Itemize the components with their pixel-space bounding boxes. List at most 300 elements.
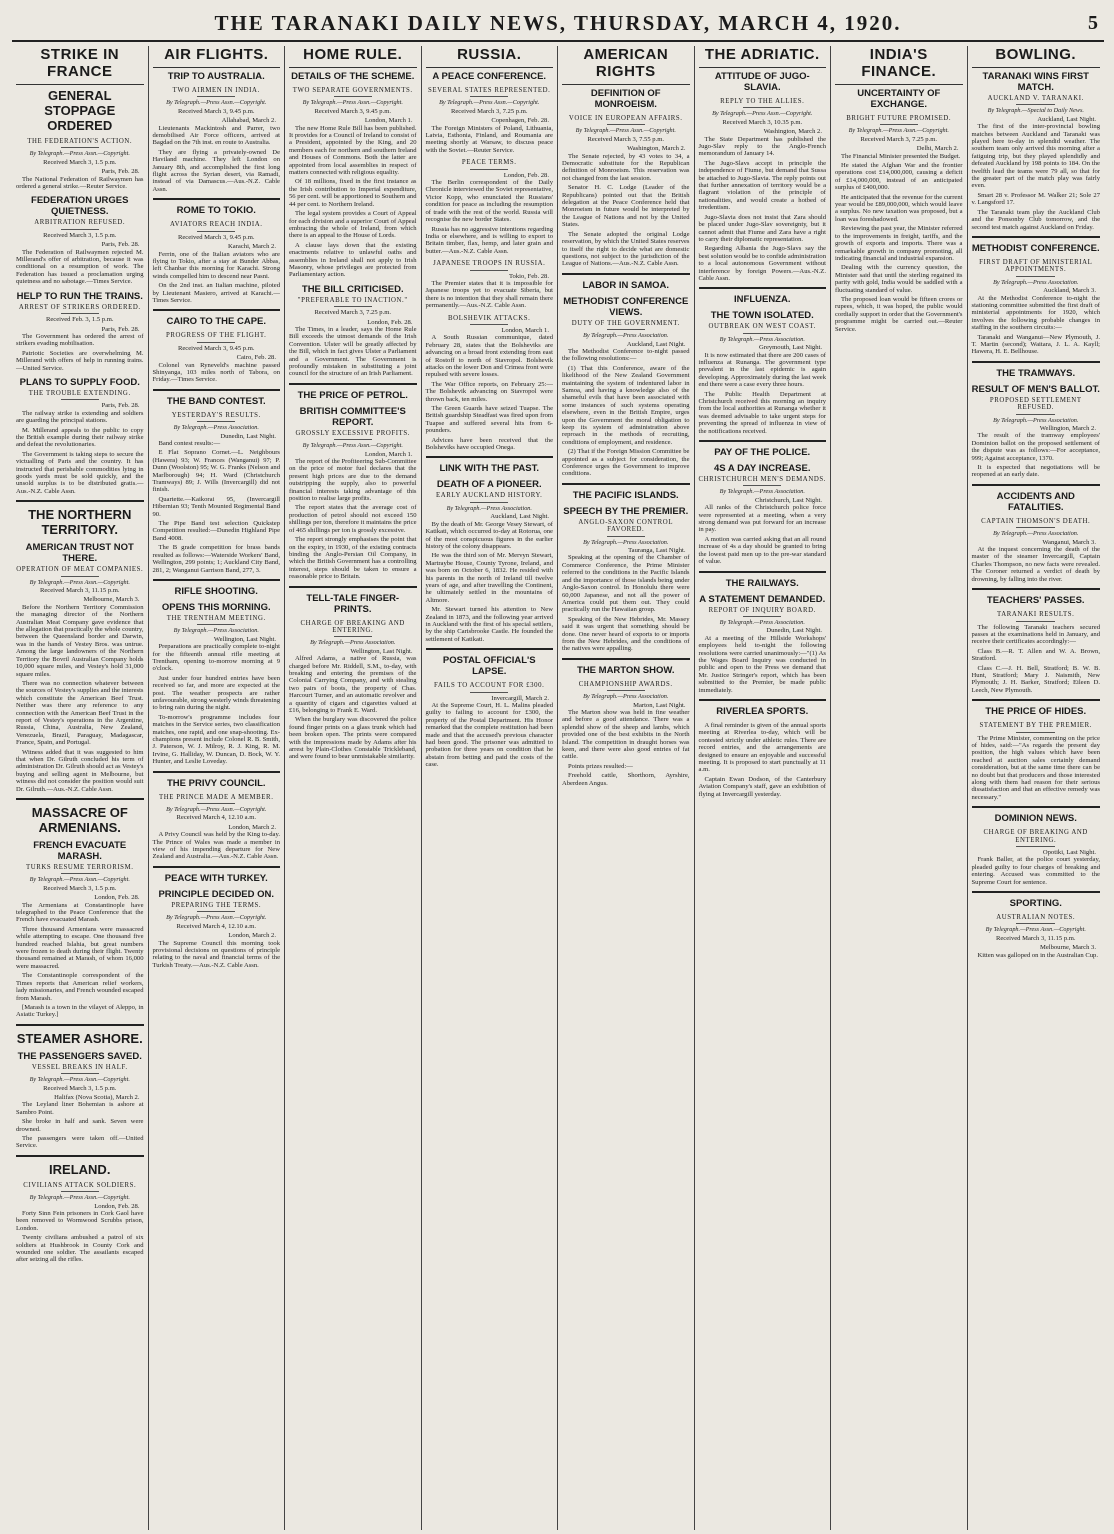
- article-paragraph: Twenty civilians ambushed a patrol of six soldiers at Hushbrook in County Cork and wounded one soldier. The assailants escaped after seizing all the rifles.: [16, 1234, 144, 1264]
- article-paragraph: M. Millerand appeals to the public to copy the British example during their railway strike and defeat the revolutionaries.: [16, 426, 144, 449]
- article-paragraph: The legal system provides a Court of Appeal for each division and a superior Court of Appeal embracing the whole of Ireland, from which there is an appeal to the House of Lords.: [289, 210, 417, 240]
- article-dateline: Tokio, Feb. 28.: [508, 272, 549, 280]
- article-paragraph: On the 2nd inst. an Italian machine, piloted by Lieutenant Masiero, arrived at Karachi.—Times Service.: [152, 282, 280, 304]
- article-paragraph: By the death of Mr. George Vesey Stewart, of Katikati, which occurred to-day at Rotorua, one of the most conspicuous figures in the earlier history of the colony disappears.: [425, 520, 553, 550]
- article: [972, 722, 1101, 801]
- section-divider: [699, 571, 827, 573]
- article-byline: By Telegraph.—Press Assn.—Copyright.: [302, 442, 403, 450]
- article: [972, 259, 1101, 356]
- article-subheading: EARLY AUCKLAND HISTORY.: [426, 492, 554, 502]
- article-dateline: Tauranga, Last Night.: [628, 547, 686, 555]
- article: [16, 377, 144, 495]
- news-column: [422, 46, 559, 1530]
- article-headline: THE TRAMWAYS.: [996, 367, 1076, 379]
- article-paragraph: The Prime Minister, commenting on the price of hides, said:—"As regards the present day position, the high values which have been reached at auction sales certainly demand consideration, but at the same time there can be no doubt but that producers and those interested along with them had reason for their serious dissatisfaction and that an effective remedy was necessary.": [971, 734, 1100, 801]
- article: [835, 115, 963, 333]
- article: [426, 315, 554, 452]
- article: [972, 236, 1101, 254]
- article-headline: DEATH OF A PIONEER.: [436, 479, 542, 491]
- article-paragraph: The Government has ordered the arrest of strikers evading mobilisation.: [16, 332, 144, 348]
- article-paragraph: The Financial Minister presented the Budget.: [841, 152, 961, 160]
- article-dateline: Opotiki, Last Night.: [1042, 849, 1096, 857]
- article-headline: DEFINITION OF MONROEISM.: [590, 88, 661, 110]
- received-time: Received March 3, 11.15 p.m.: [995, 934, 1076, 942]
- article-paragraph: Three thousand Armenians were massacred while attempting to escape. One thousand five hundred reached Islahia, but great numbers were frozen to death during their flight. Twenty thousand remained at Marash, of whom 16,000 were massacred.: [16, 925, 144, 970]
- article-subheading: THE PRINCE MADE A MEMBER.: [153, 794, 281, 804]
- article-paragraph: A South Russian communique, dated February 28, states that the Bolsheviks are advancing on a broad front extending from east of Rostoff to north of Stavropol. Bolshevik attacks on the lower Don and Crimea front were repulsed with severe losses.: [425, 334, 553, 379]
- article-paragraph: Frank Baller, at the police court yesterday, pleaded guilty to four charges of breaking and entering. Accused was committed to the Supreme Court for sentence.: [971, 856, 1100, 886]
- article-headline: PAY OF THE POLICE.: [714, 447, 811, 459]
- article: [289, 620, 417, 761]
- article-dateline: London, March 2.: [228, 823, 276, 831]
- article-byline: By Telegraph.—Press Assn.—Copyright.: [166, 914, 267, 922]
- section-divider: [972, 361, 1101, 363]
- article-headline: TRIP TO AUSTRALIA.: [167, 71, 265, 82]
- article-paragraph: Quartette.—Kaikorai 95, (Invercargill Hibernian 93; Tenth Mounted Regimental Band 90.: [152, 495, 280, 518]
- article-headline: METHODIST CONFERENCE VIEWS.: [563, 295, 689, 318]
- article: [426, 159, 554, 255]
- section-divider: [972, 699, 1101, 701]
- article-byline: By Telegraph.—Press Assn.—Copyright.: [29, 1076, 130, 1084]
- article-byline: By Telegraph.—Press Association.: [993, 530, 1079, 538]
- article: [289, 586, 417, 615]
- article: [699, 594, 827, 694]
- article-paragraph: Russia has no aggressive intentions regarding India or elsewhere, and is willing to export to Britain timber, flax, hemp, and later grain and butter.—Aus.-N.Z. Cable Assn.: [425, 225, 553, 255]
- article-subheading: YESTERDAY'S RESULTS.: [153, 412, 281, 422]
- article: [972, 71, 1101, 231]
- article: [972, 699, 1101, 717]
- article: [16, 1182, 144, 1264]
- article-subheading: CHRISTCHURCH MEN'S DEMANDS.: [699, 476, 827, 486]
- article-headline: THE BILL CRITICISED.: [301, 283, 404, 295]
- article-paragraph: The Green Guards have seized Tuapse. The British guardship Steadfast was fired upon from Tuapse and suffered several hits from 6-pounders.: [425, 405, 553, 435]
- section-divider: [426, 456, 554, 458]
- column-headline: HOME RULE.: [289, 46, 417, 68]
- article-byline: By Telegraph.—Press Association.: [583, 538, 669, 546]
- article-subheading: REPORT OF INQUIRY BOARD.: [699, 607, 827, 617]
- article-subheading: CHARGE OF BREAKING AND ENTERING.: [972, 829, 1101, 847]
- article-paragraph: Preparations are practically complete to-night for the fifteenth annual rifle meeting at Trentham, opening to-morrow morning at 9 o'clock.: [152, 643, 280, 673]
- article-headline: THE NORTHERN TERRITORY.: [28, 507, 132, 538]
- article: [16, 798, 144, 835]
- article: [562, 115, 690, 268]
- article-paragraph: Reviewing the past year, the Minister referred to the improvements in freight, tariffs, and the growth of exports and imports. There was a remarkable growth in company promoting, all indicating financial and industrial expansion.: [835, 225, 963, 262]
- article-paragraph: Of 18 millions, fixed in the first instance as the Irish contribution to Imperial expenditure, 56 per cent. will be apportioned to Southern and 44 per cent. to Northern Ireland.: [289, 178, 417, 208]
- article-subheading: PROPOSED SETTLEMENT REFUSED.: [972, 397, 1101, 415]
- article-headline: RIVERLEA SPORTS.: [716, 705, 809, 717]
- article: [426, 479, 554, 643]
- received-time: Received March 3, 7.25 p.m.: [314, 309, 392, 317]
- article-subheading: FIRST DRAFT OF MINISTERIAL APPOINTMENTS.: [972, 259, 1101, 277]
- article: [16, 138, 144, 190]
- article-paragraph: The Armenians at Constantinople have telegraphed to the Peace Conference that the French have evacuated Marash.: [16, 901, 144, 924]
- article-paragraph: Freehold cattle, Shorthorn, Ayrshire, Aberdeen Angus.: [562, 772, 690, 787]
- article-subheading: VESSEL BREAKS IN HALF.: [16, 1064, 144, 1074]
- article-headline: INFLUENZA.: [734, 294, 791, 306]
- article-headline: FEDERATION URGES QUIETNESS.: [31, 195, 129, 218]
- section-divider: [289, 383, 417, 385]
- column-headline: BOWLING.: [972, 46, 1101, 68]
- article-byline: By Telegraph.—Press Assn.—Copyright.: [985, 926, 1086, 934]
- article: [153, 771, 281, 789]
- section-divider: [562, 658, 690, 660]
- article-subheading: STATEMENT BY THE PREMIER.: [972, 722, 1101, 732]
- article-headline: LINK WITH THE PAST.: [439, 463, 540, 475]
- article: [562, 273, 690, 291]
- article-subheading: THE FEDERATION'S ACTION.: [16, 138, 144, 148]
- article-byline: By Telegraph.—Press Association.: [173, 424, 259, 432]
- article-dateline: Wellington, Last Night.: [213, 635, 276, 643]
- article: [289, 383, 417, 401]
- received-time: Received March 3, 1.5 p.m.: [43, 1084, 117, 1092]
- article-byline: By Telegraph.—Press Assn.—Copyright.: [302, 99, 403, 107]
- article-headline: FRENCH EVACUATE MARASH.: [33, 840, 127, 862]
- article-paragraph: The report of the Profiteering Sub-Committee on the price of motor fuel declares that the present high prices are due to the demand outstripping the supply, also to powerful financial interests taking advantage of this position to realise large profits.: [289, 458, 417, 503]
- article: [16, 1051, 144, 1150]
- article: [153, 602, 281, 766]
- article-paragraph: The Foreign Ministers of Poland, Lithuania, Latvia, Esthonia, Finland, and Roumania are meeting shortly at Warsaw, to discuss peace with the Soviet.—Reuter Service.: [425, 124, 553, 154]
- article-subheading: CHARGE OF BREAKING AND ENTERING.: [289, 620, 417, 638]
- article: [699, 98, 827, 282]
- article-paragraph: The result of the tramway employees' Dominion ballot on the proposed settlement of the dispute was as follows:—For acceptance, 999; Against acceptance, 1370.: [971, 432, 1100, 462]
- article-dateline: London, Feb. 28.: [94, 894, 140, 902]
- article-headline: THE MARTON SHOW.: [577, 664, 675, 676]
- article-paragraph: All ranks of the Christchurch police force were represented at a meeting, when a very strong demand was put forward for an increase in pay.: [698, 504, 826, 534]
- article-subheading: REPLY TO THE ALLIES.: [699, 98, 827, 108]
- article: [972, 914, 1101, 959]
- section-divider: [16, 1024, 144, 1026]
- section-divider: [972, 484, 1101, 486]
- article-subheading: VOICE IN EUROPEAN AFFAIRS.: [562, 115, 690, 125]
- received-time: Received March 3, 7.25 p.m.: [860, 135, 938, 143]
- article-paragraph: (1) That this Conference, aware of the likelihood of the New Zealand Government maintaining the system of indentured labor in Samoa, and having a knowledge also of the shameful evils that have been associated with some instances of such systems operating elsewhere, even in the British Empire, urges upon the Government the moral obligation to keep its system of administration above reproach in the methods of recruiting, conditions of employment, and residence.: [562, 364, 690, 446]
- article-subheading: TARANAKI RESULTS.: [972, 611, 1101, 621]
- article-dateline: London, Feb. 28.: [94, 1202, 140, 1210]
- article-headline: MASSACRE OF ARMENIANS.: [31, 805, 128, 835]
- column-headline: AMERICAN RIGHTS: [562, 46, 690, 85]
- article-subheading: CAPTAIN THOMSON'S DEATH.: [972, 518, 1101, 528]
- article-subheading: AUSTRALIAN NOTES.: [972, 914, 1101, 924]
- section-divider: [153, 579, 281, 581]
- article-headline: LABOR IN SAMOA.: [582, 279, 670, 291]
- article-paragraph: The Public Health Department at Christchurch received this morning an inquiry from the local authorities at Runanga whether it was deemed advisable to take urgent steps for preventing the spread of influenza in view of the notifications received.: [698, 390, 826, 435]
- news-column: [968, 46, 1105, 1530]
- article: [426, 87, 554, 154]
- article-headline: ROME TO TOKIO.: [176, 205, 256, 217]
- article: [972, 611, 1101, 694]
- article-headline: THE PRIVY COUNCIL.: [166, 777, 266, 789]
- article-subheading: DUTY OF THE GOVERNMENT.: [562, 320, 690, 330]
- article-paragraph: The Premier states that it is impossible for Japanese troops yet to evacuate Siberia, but there is no intention that they shall remain there permanently.—Aus.-N.Z. Cable Assn.: [425, 279, 553, 310]
- article-byline: By Telegraph.—Press Assn.—Copyright.: [848, 127, 949, 135]
- article-headline: DOMINION NEWS.: [994, 813, 1077, 825]
- article-headline: THE PASSENGERS SAVED.: [17, 1050, 142, 1062]
- article-paragraph: Mr. Stewart turned his attention to New Zealand in 1873, and the following year arrived in Auckland with the first of his special settlers, by the ship Carisbrooke Castle. He founded the settlement of Katikati.: [425, 606, 553, 643]
- article-paragraph: Class B.—R. T. Allen and W. A. Brown, Stratford.: [971, 647, 1100, 663]
- article-subheading: OUTBREAK ON WEST COAST.: [699, 323, 827, 333]
- page-number: 5: [1088, 11, 1098, 34]
- article-dateline: Auckland, March 3.: [1043, 287, 1096, 295]
- article: [16, 840, 144, 1019]
- article-paragraph: A motion was carried asking that an all round increase of 4s a day should be granted to bring the lowest paid men up to the pre-war standard of value.: [698, 535, 826, 566]
- article-paragraph: The Methodist Conference to-night passed the following resolutions:—: [562, 347, 690, 363]
- article: [972, 518, 1101, 583]
- article-subheading: GROSSLY EXCESSIVE PROFITS.: [289, 430, 417, 440]
- article-paragraph: It is expected that negotiations will be reopened at an early date.: [971, 464, 1100, 479]
- section-divider: [153, 309, 281, 311]
- article-paragraph: Forty Sinn Fein prisoners in Cork Gaol have been removed to Wormwood Scrubbs prison, London.: [16, 1210, 144, 1232]
- article: [153, 412, 281, 574]
- article: [699, 287, 827, 305]
- article-subheading: ARBITRATION REFUSED.: [16, 219, 144, 229]
- article-headline: THE TOWN ISOLATED.: [710, 310, 814, 322]
- article-paragraph: The Senate rejected, by 43 votes to 34, a Democratic substitute for the Republican definition of Monroeism. This reservation was not changed from the last session.: [562, 152, 690, 182]
- article: [16, 195, 144, 285]
- article: [16, 542, 144, 793]
- article-headline: TELL-TALE FINGER-PRINTS.: [306, 592, 400, 615]
- section-divider: [289, 586, 417, 588]
- article-paragraph: The National Federation of Railwaymen has ordered a general strike.—Reuter Service.: [16, 175, 144, 191]
- article: [153, 71, 281, 82]
- article-paragraph: At a meeting of the Hillside Workshops' employees held to-night the following resolutions were carried unanimously:—"(1) As the Wages Board Inquiry was conducted in public and open to the Press we demand that Mr. Justice Stringer's report, which has been submitted to the Premier, be made public immediately.: [698, 634, 826, 694]
- article-subheading: CHAMPIONSHIP AWARDS.: [562, 681, 690, 691]
- article-dateline: Karachi, March 2.: [228, 243, 276, 251]
- article: [289, 284, 417, 378]
- article-paragraph: Alfred Adams, a native of Russia, was charged before Mr. Riddell, S.M., to-day, with breaking and entering the premises of the Colonial Carrying Company, and with stealing two pairs of boots, the property of Chas. Harcourt Turner, and an automatic revolver and a quantity of cigars and cigarettes valued at £16, belonging to Frank E. Ward.: [289, 655, 417, 714]
- article-paragraph: The report strongly emphasises the point that on the expiry, in 1930, of the existing contracts binding the Anglo-Persian Oil Company, in which the British Government has a controlling interest, steps should be taken to ensure a reasonable price to Britain.: [289, 536, 417, 581]
- article-headline: 4S A DAY INCREASE.: [714, 463, 811, 475]
- article-subheading: TWO AIRMEN IN INDIA.: [153, 87, 281, 97]
- article-dateline: Paris, Feb. 28.: [101, 325, 140, 333]
- column-headline: RUSSIA.: [426, 46, 554, 68]
- column-headline: THE ADRIATIC.: [699, 46, 827, 68]
- article: [972, 361, 1101, 379]
- section-divider: [153, 771, 281, 773]
- article-byline: By Telegraph.—Press Assn.—Copyright.: [712, 110, 813, 118]
- article-paragraph: To-morrow's programme includes four matches in the Service series, two classification matches, one rapid, and one snap-shooting. Ex-champions present include Colonel R. B. Smith, J. Paterson, W. J. Milroy, R. J. King, R. M. Irvine, G. Halliday, W. Duncan, D. Bock, W. Y. Hunter, and Leslie Loveday.: [152, 713, 280, 766]
- article-paragraph: Colonel van Ryneveld's machine passed Shinyanga, 103 miles north of Tabora, on Friday.—Times Service.: [152, 361, 280, 384]
- article-dateline: Dunedin, Last Night.: [766, 627, 822, 635]
- article-headline: UNCERTAINTY OF EXCHANGE.: [857, 88, 941, 110]
- article-paragraph: The Government is taking steps to secure the victualling of Paris and the country. It has instructed that perishable commodities lying in goods yards must be sold quickly, and the unsold surplus is to be distributed gratis.—Aus.-N.Z. Cable Assn.: [16, 450, 144, 495]
- article-paragraph: The first of the inter-provincial bowling matches between Auckland and Taranaki was played here to-day in splendid weather. The southern team only arrived this morning after a fatiguing trip, but they played splendidly and defeated Auckland by 198 points to 184. On the twelfth lead the teams were 79 all, so that for the greater part of the match play was fairly even.: [971, 123, 1100, 190]
- article-paragraph: There was no connection whatever between the sources of Vestey's supplies and the interests which constitute the American Beef Trust. Neither was there any reference to any connection with the American Beef Trust in the report of Vestey's operations in the Argentine, Russia, China, Australia, New Zealand, Venezuela, Brazil, Paraguay, Madagascar, France, Spain, and Portugal.: [16, 679, 144, 747]
- article: [153, 332, 281, 383]
- article: [562, 296, 690, 478]
- article-byline: By Telegraph.—Press Assn.—Copyright.: [575, 127, 676, 135]
- article-dateline: Copenhagen, Feb. 28.: [491, 117, 549, 125]
- article-headline: THE RAILWAYS.: [725, 577, 799, 589]
- article-dateline: Christchurch, Last Night.: [754, 496, 822, 504]
- article-headline: OPENS THIS MORNING.: [161, 601, 271, 613]
- article-byline: By Telegraph.—Press Association.: [719, 335, 805, 343]
- article-headline: ATTITUDE OF JUGO-SLAVIA.: [714, 71, 810, 93]
- article: [426, 682, 554, 768]
- article: [426, 71, 554, 82]
- article-paragraph: Smart 28 v. Professor M. Walker 21; Sole 27 v. Langsford 17.: [971, 191, 1100, 207]
- article-headline: THE PRICE OF PETROL.: [297, 389, 408, 401]
- article: [153, 889, 281, 969]
- article-dateline: Delhi, March 2.: [916, 145, 959, 153]
- column-headline: AIR FLIGHTS.: [153, 46, 281, 68]
- section-divider: [972, 806, 1101, 808]
- article: [426, 648, 554, 677]
- article-subheading: PROGRESS OF THE FLIGHT.: [153, 332, 281, 342]
- article-subheading: OPERATION OF MEAT COMPANIES.: [16, 566, 144, 576]
- article: [153, 866, 281, 884]
- article-dateline: Paris, Feb. 28.: [101, 402, 140, 410]
- article-paragraph: The Constantinople correspondent of the Times reports that American relief workers, lady missionaries, and French wounded escaped from Marash.: [16, 972, 144, 1002]
- article-headline: IRELAND.: [49, 1161, 111, 1177]
- article-paragraph: The Times, in a leader, says the Home Rule Bill exceeds the utmost demands of the Irish Convention. Ulster will be greatly affected by the Bill, which in fact gives Ulster a Parliament and a Government. The Government is profoundly mistaken in substituting a joint council for the structure of an Irish Parliament.: [289, 325, 417, 378]
- article-dateline: Greymouth, Last Night.: [759, 344, 822, 352]
- article-paragraph: (2) That if the Foreign Mission Committee be appointed as a subject for consideration, the Conference urges the Government to improve conditions.: [562, 448, 690, 478]
- article-paragraph: Regarding Albania the Jugo-Slavs say the best solution would be to confide administration to a local autonomous Government without interference by foreign Powers.—Aus.-N.Z. Cable Assn.: [698, 245, 826, 282]
- section-divider: [972, 891, 1101, 893]
- article: [972, 806, 1101, 824]
- article-byline: By Telegraph.—Press Assn.—Copyright.: [29, 876, 130, 884]
- article-paragraph: Advices have been received that the Bolsheviks have occupied Onega.: [425, 436, 553, 452]
- article-headline: A STATEMENT DEMANDED.: [699, 593, 826, 605]
- article-paragraph: The Senate adopted the original Lodge reservation, by which the United States reserves to itself the right to decide what are domestic questions, not subject to the jurisdiction of the League of Nations.—Aus.-N.Z. Cable Assn.: [562, 230, 690, 268]
- article-headline: GENERAL STOPPAGE ORDERED: [44, 88, 116, 133]
- news-column: [695, 46, 832, 1530]
- article: [699, 699, 827, 717]
- article-paragraph: The Federation of Railwaymen rejected M. Millerand's offer of arbitration, because it was conditional on a resumption of work. The Federation has issued a proclamation urging quietness and no sabotage.—Times Service.: [16, 248, 144, 286]
- article-headline: DETAILS OF THE SCHEME.: [291, 71, 415, 82]
- received-time: Received Feb. 3, 1.5 p.m.: [45, 316, 114, 324]
- article-dateline: Wanganui, March 3.: [1042, 538, 1096, 546]
- article-subheading: BRIGHT FUTURE PROMISED.: [835, 115, 963, 125]
- article-paragraph: E Flat Soprano Cornet.—L. Neighbours (Hawera) 93; W. Frances (Wanganui) 97; P. Dunn (Woolston) 95; W. G. Franks (Nelson and Marlborough) 94; H. Ward (Christchurch Tramways) 89; J. Wills (Invercargill) did not finish.: [152, 449, 280, 494]
- received-time: Received March 3, 1.5 p.m.: [43, 231, 117, 239]
- received-time: Received March 3, 9.45 p.m.: [314, 107, 392, 115]
- article-dateline: London, Feb. 28.: [503, 171, 549, 179]
- article-headline: TEACHERS' PASSES.: [986, 595, 1085, 607]
- article-paragraph: A final reminder is given of the annual sports meeting at Riverlea to-day, which will be contested strictly under athletic rules. There are record entries, and the arrangements are designed to ensure an enjoyable and successful meeting. It is proposed to start punctually at 11 a.m.: [698, 721, 826, 774]
- article-paragraph: When the burglary was discovered the police found finger prints on a glass trunk which had been broken open. The prints were compared with the impressions made by Adams after his arrest by Plain-Clothes Constable Trickleband, and were found to bear unmistakable similarity.: [289, 716, 417, 761]
- article-paragraph: They are flying a privately-owned De Haviland machine. They left London on January 8th, and accomplished the first long flight across the Syrian desert, via Ramadi, instead of via Damascus.—Aus.-N.Z. Cable Assn.: [152, 148, 280, 193]
- section-divider: [153, 198, 281, 200]
- article-paragraph: Senator H. C. Lodge (Leader of the Republicans) pointed out that the British delegation at the Peace Conference held that Monroeism in future would be interpreted by the League of Nations and not by the United States.: [562, 184, 690, 229]
- article-dateline: Marton, Last Night.: [633, 701, 686, 709]
- article-paragraph: He was the third son of Mr. Mervyn Stewart, Martraybe House, County Tyrone, Ireland, and was born on October 6, 1832. He resided with his parents in the north of Ireland till twelve years of age, and after travelling the Continent, he ultimately settled in the mountains of Altmore.: [425, 552, 553, 604]
- article-dateline: London, Feb. 28.: [367, 318, 413, 326]
- article-byline: By Telegraph.—Press Association.: [993, 278, 1079, 286]
- article-paragraph: Taranaki and Wanganui—New Plymouth, J. T. Martin (second); Waitara, J. L. A. Kayll; Hawera, H. E. Bellhouse.: [971, 333, 1100, 356]
- article-dateline: Melbourne, March 3.: [83, 596, 140, 604]
- article: [562, 88, 690, 110]
- article: [426, 260, 554, 309]
- article-headline: RESULT OF MEN'S BALLOT.: [971, 383, 1100, 395]
- article-byline: By Telegraph.—Press Assn.—Copyright.: [29, 150, 130, 158]
- article-dateline: London, March 2.: [228, 932, 276, 940]
- article-paragraph: The B grade competition for brass bands resulted as follows:—Waterside Workers' Band, Wellington, 299 points; 1; Auckland City Band, 281, 2; Wanganui Garrison Band, 277, 3.: [152, 544, 280, 574]
- article-paragraph: She broke in half and sank. Seven were drowned.: [16, 1118, 144, 1133]
- received-time: Received March 3, 9.45 p.m.: [177, 233, 255, 241]
- article-byline: By Telegraph.—Press Association.: [993, 416, 1079, 424]
- article-subheading: CIVILIANS ATTACK SOLDIERS.: [16, 1182, 144, 1192]
- article-paragraph: Witness added that it was suggested to him that when Dr. Gilruth concluded his term of administration Dr. Gilruth should act as Vestey's buying and selling agent in Melbourne, but witness did not consider the position would suit Dr. Gilruth.—Aus.-N.Z. Cable Assn.: [16, 748, 144, 793]
- article-dateline: Melbourne, March 3.: [1039, 944, 1096, 952]
- article-paragraph: The Taranaki team play the Auckland Club and the Ponsonby Club tomorrow, and the second test match against Auckland on Friday.: [971, 208, 1100, 231]
- article: [153, 794, 281, 861]
- article-dateline: London, March 1.: [364, 450, 413, 458]
- article-dateline: Wellington, March 2.: [1039, 425, 1096, 432]
- article: [153, 309, 281, 327]
- article-paragraph: Class C.—J. H. Bell, Stratford; B. W. B. Hunt, Stratford; Mary J. Naismith, New Plymouth; J. H. Barker, Stratford; Eileen D. Leech, New Plymouth.: [971, 664, 1100, 694]
- article-subheading: FAILS TO ACCOUNT FOR £300.: [426, 682, 554, 692]
- article-headline: ACCIDENTS AND FATALITIES.: [996, 490, 1075, 513]
- article-dateline: Auckland, Last Night.: [490, 513, 549, 521]
- received-time: Received March 3, 1.5 p.m.: [43, 884, 117, 892]
- article: [289, 87, 417, 279]
- article: [289, 71, 417, 82]
- article-byline: By Telegraph.—Press Association.: [719, 488, 805, 496]
- article-dateline: Wellington, Last Night.: [350, 647, 413, 655]
- section-divider: [699, 440, 827, 442]
- article-byline: By Telegraph.—Press Association.: [583, 332, 669, 340]
- received-time: Received March 3, 10.35 p.m.: [722, 118, 803, 126]
- article-headline: A PEACE CONFERENCE.: [432, 71, 547, 82]
- article-byline: By Telegraph.—Press Assn.—Copyright.: [29, 1194, 130, 1202]
- article: [699, 71, 827, 93]
- section-divider: [153, 866, 281, 868]
- article-dateline: Allahabad, March 2.: [221, 117, 276, 125]
- masthead-title: THE TARANAKI DAILY NEWS, THURSDAY, MARCH 4, 1920.: [214, 10, 902, 35]
- article: [562, 658, 690, 676]
- article-paragraph: Speaking of the New Hebrides, Mr. Massey said it was urgent that something should be done. One never heard of exports to or imports from the New Hebrides, and the conditions of the natives were appalling.: [562, 615, 690, 653]
- article-headline: BRITISH COMMITTEE'S REPORT.: [299, 405, 406, 428]
- section-divider: [562, 273, 690, 275]
- article-paragraph: At the Methodist Conference to-night the stationing committee submitted the first draft of ministerial appointments for 1920, which involves the following probable changes in staffing in the southern circuits:—: [971, 294, 1100, 332]
- article-subheading: TURKS RESUME TERRORISM.: [16, 864, 144, 874]
- article-byline: By Telegraph.—Press Assn.—Copyright.: [439, 99, 540, 107]
- section-divider: [562, 483, 690, 485]
- article-headline: METHODIST CONFERENCE.: [971, 242, 1100, 254]
- article: [972, 384, 1101, 479]
- article-headline: PEACE WITH TURKEY.: [164, 872, 268, 884]
- article-paragraph: At the Supreme Court, H. L. Malins pleaded guilty to failing to account for £300, the property of the Postal Department. His Honor remarked that the complete restitution had been made and that the accused's previous character had been good. The prisoner was admitted to probation for three years on condition that he abstain from betting and paid the costs of the case.: [425, 702, 553, 769]
- article: [16, 88, 144, 133]
- article: [426, 456, 554, 474]
- received-time: Received March 3, 9.45 p.m.: [177, 344, 255, 352]
- article-paragraph: The Leyland liner Bohemian is ashore at Sambro Point.: [16, 1101, 144, 1116]
- article-paragraph: Lieutenants Mackintosh and Parrer, two demobilised Air Force officers, arrived at Bagdad on the 7th inst. en route to Australia.: [152, 124, 280, 147]
- article: [289, 406, 417, 581]
- news-column: [12, 46, 149, 1530]
- article-subheading: TWO SEPARATE GOVERNMENTS.: [289, 87, 417, 97]
- article-paragraph: The State Department has published the Jugo-Slav reply to the Anglo-French memorandum of January 14.: [698, 135, 826, 158]
- article-byline: By Telegraph.—Press Assn.—Copyright.: [166, 806, 267, 814]
- masthead: [12, 8, 1104, 42]
- article-paragraph: He anticipated that the revenue for the current year would be £89,000,000, which would leave a surplus. No new taxation was proposed, but a loan was foreshadowed.: [835, 193, 963, 223]
- section-divider: [972, 236, 1101, 238]
- article-paragraph: [Marash is a town in the vilayet of Aleppo, in Asiatic Turkey.]: [16, 1003, 144, 1019]
- article-dateline: Washington, March 2.: [627, 145, 686, 153]
- article-paragraph: Band contest results:—: [158, 440, 221, 447]
- article-dateline: Washington, March 2.: [763, 128, 822, 136]
- section-divider: [16, 798, 144, 800]
- article-subheading: ARREST OF STRIKERS ORDERED.: [16, 304, 144, 314]
- section-divider: [699, 287, 827, 289]
- article-paragraph: Just under four hundred entries have been received so far, and more are expected at the post. The weather prospects are rather unfavourable, strong westerly winds threatening to bring rain during the night.: [152, 674, 280, 712]
- article-subheading: BOLSHEVIK ATTACKS.: [426, 315, 554, 325]
- article-subheading: SEVERAL STATES REPRESENTED.: [426, 87, 554, 97]
- article-dateline: London, March 1.: [501, 326, 549, 334]
- article-dateline: Cairo, Feb. 28.: [236, 354, 276, 362]
- article-paragraph: At the inquest concerning the death of the master of the steamer Invercargill, Captain Charles Thompson, no new facts were revealed. The Coroner returned a verdict of death by drowning, by falling into the river.: [971, 546, 1100, 583]
